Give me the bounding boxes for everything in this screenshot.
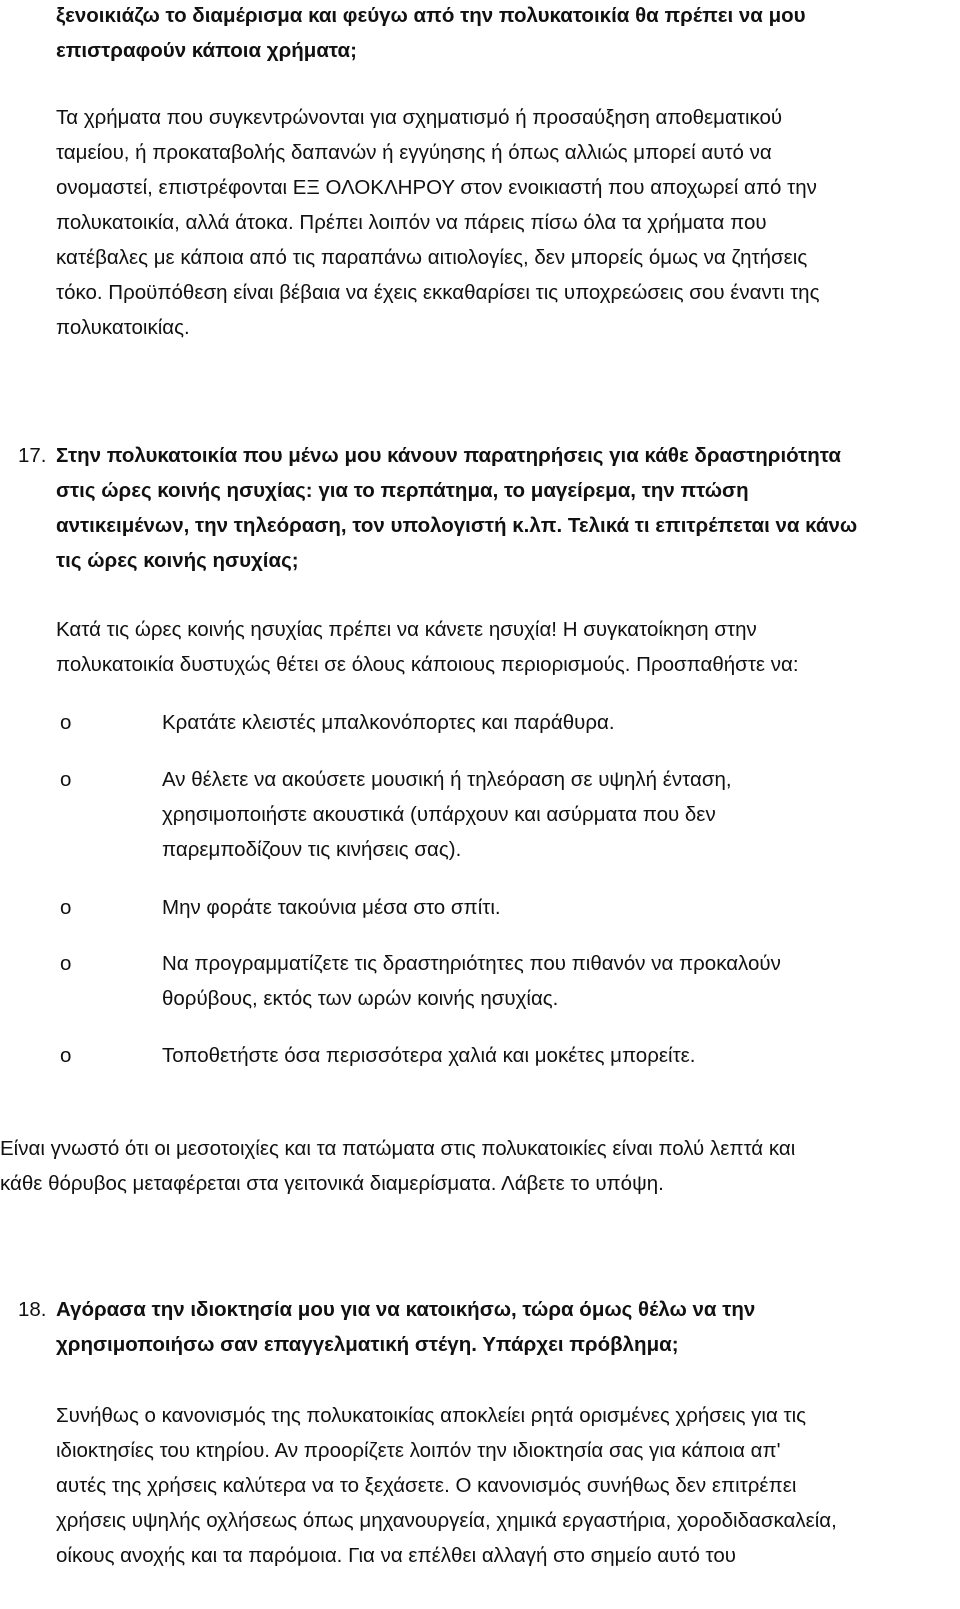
question-line: Στην πολυκατοικία που μένω μου κάνουν παρατηρήσεις για κάθε δραστηριότητα [56,444,841,467]
answer-line: κάθε θόρυβος μεταφέρεται στα γειτονικά διαμερίσματα. Λάβετε το υπόψη. [0,1172,664,1195]
question-line: επιστραφούν κάποια χρήματα; [56,39,357,62]
bullet-marker: o [60,896,72,919]
answer-line: Είναι γνωστό ότι οι μεσοτοιχίες και τα πατώματα στις πολυκατοικίες είναι πολύ λεπτά και [0,1137,796,1160]
bullet-line: Τοποθετήστε όσα περισσότερα χαλιά και μοκέτες μπορείτε. [162,1044,696,1067]
bullet-text [162,762,942,867]
bullet-line: Κρατάτε κλειστές μπαλκονόπορτες και παράθυρα. [162,711,615,734]
question-number-17: 17. [18,444,47,467]
answer-line: Τα χρήματα που συγκεντρώνονται για σχηματισμό ή προσαύξηση αποθεματικού [56,106,783,129]
bullet-line: θορύβους, εκτός των ωρών κοινής ησυχίας. [162,987,559,1010]
answer-17-intro [56,612,946,682]
bullet-line: Αν θέλετε να ακούσετε μουσική ή τηλεόραση σε υψηλή ένταση, [162,768,732,791]
answer-line: αυτές της χρήσεις καλύτερα να το ξεχάσετε. Ο κανονισμός συνήθως δεν επιτρέπει [56,1474,797,1497]
answer-line: κατέβαλες με κάποια από τις παραπάνω αιτιολογίες, δεν μπορείς όμως να ζητήσεις [56,246,808,269]
answer-line: πολυκατοικίας. [56,316,190,339]
question-line: αντικειμένων, την τηλεόραση, τον υπολογιστή κ.λπ. Τελικά τι επιτρέπεται να κάνω [56,514,858,537]
question-18 [56,1292,946,1362]
bullet-line: παρεμποδίζουν τις κινήσεις σας). [162,838,462,861]
bullet-marker: o [60,768,72,791]
question-number-18: 18. [18,1298,47,1321]
answer-line: χρήσεις υψηλής οχλήσεως όπως μηχανουργεία, χημικά εργαστήρια, χοροδιδασκαλεία, [56,1509,837,1532]
answer-line: πολυκατοικία, αλλά άτοκα. Πρέπει λοιπόν να πάρεις πίσω όλα τα χρήματα που [56,211,767,234]
question-line: χρησιμοποιήσω σαν επαγγελματική στέγη. Υπάρχει πρόβλημα; [56,1333,679,1356]
question-line: τις ώρες κοινής ησυχίας; [56,549,299,572]
bullet-text [162,946,942,1016]
answer-line: Κατά τις ώρες κοινής ησυχίας πρέπει να κάνετε ησυχία! Η συγκατοίκηση στην [56,618,757,641]
bullet-text [162,1038,942,1073]
answer-line: ταμείου, ή προκαταβολής δαπανών ή εγγύησης ή όπως αλλιώς μπορεί αυτό να [56,141,772,164]
bullet-line: Να προγραμματίζετε τις δραστηριότητες που πιθανόν να προκαλούν [162,952,781,975]
bullet-marker: o [60,711,72,734]
answer-line: ιδιοκτησίες του κτηρίου. Αν προορίζετε λοιπόν την ιδιοκτησία σας για κάποια απ' [56,1439,781,1462]
bullet-line: Μην φοράτε τακούνια μέσα στο σπίτι. [162,896,501,919]
question-line: Αγόρασα την ιδιοκτησία μου για να κατοικήσω, τώρα όμως θέλω να την [56,1298,756,1321]
answer-line: οίκους ανοχής και τα παρόμοια. Για να επέλθει αλλαγή στο σημείο αυτό του [56,1544,736,1567]
question-16-tail [56,0,946,68]
bullet-text [162,890,942,925]
answer-17-closing [0,1131,950,1201]
question-17 [56,438,946,578]
answer-line: Συνήθως ο κανονισμός της πολυκατοικίας αποκλείει ρητά ορισμένες χρήσεις για τις [56,1404,807,1427]
question-line: στις ώρες κοινής ησυχίας: για το περπάτημα, το μαγείρεμα, την πτώση [56,479,749,502]
bullet-line: χρησιμοποιήστε ακουστικά (υπάρχουν και ασύρματα που δεν [162,803,716,826]
bullet-marker: o [60,952,72,975]
answer-line: τόκο. Προϋπόθεση είναι βέβαια να έχεις εκκαθαρίσει τις υποχρεώσεις σου έναντι της [56,281,820,304]
answer-16 [56,100,946,345]
bullet-marker: o [60,1044,72,1067]
answer-18 [56,1398,946,1573]
question-line: ξενοικιάζω το διαμέρισμα και φεύγω από την πολυκατοικία θα πρέπει να μου [56,4,806,27]
bullet-text [162,705,942,740]
answer-line: ονομαστεί, επιστρέφονται ΕΞ ΟΛΟΚΛΗΡΟΥ στον ενοικιαστή που αποχωρεί από την [56,176,817,199]
answer-line: πολυκατοικία δυστυχώς θέτει σε όλους κάποιους περιορισμούς. Προσπαθήστε να: [56,653,799,676]
